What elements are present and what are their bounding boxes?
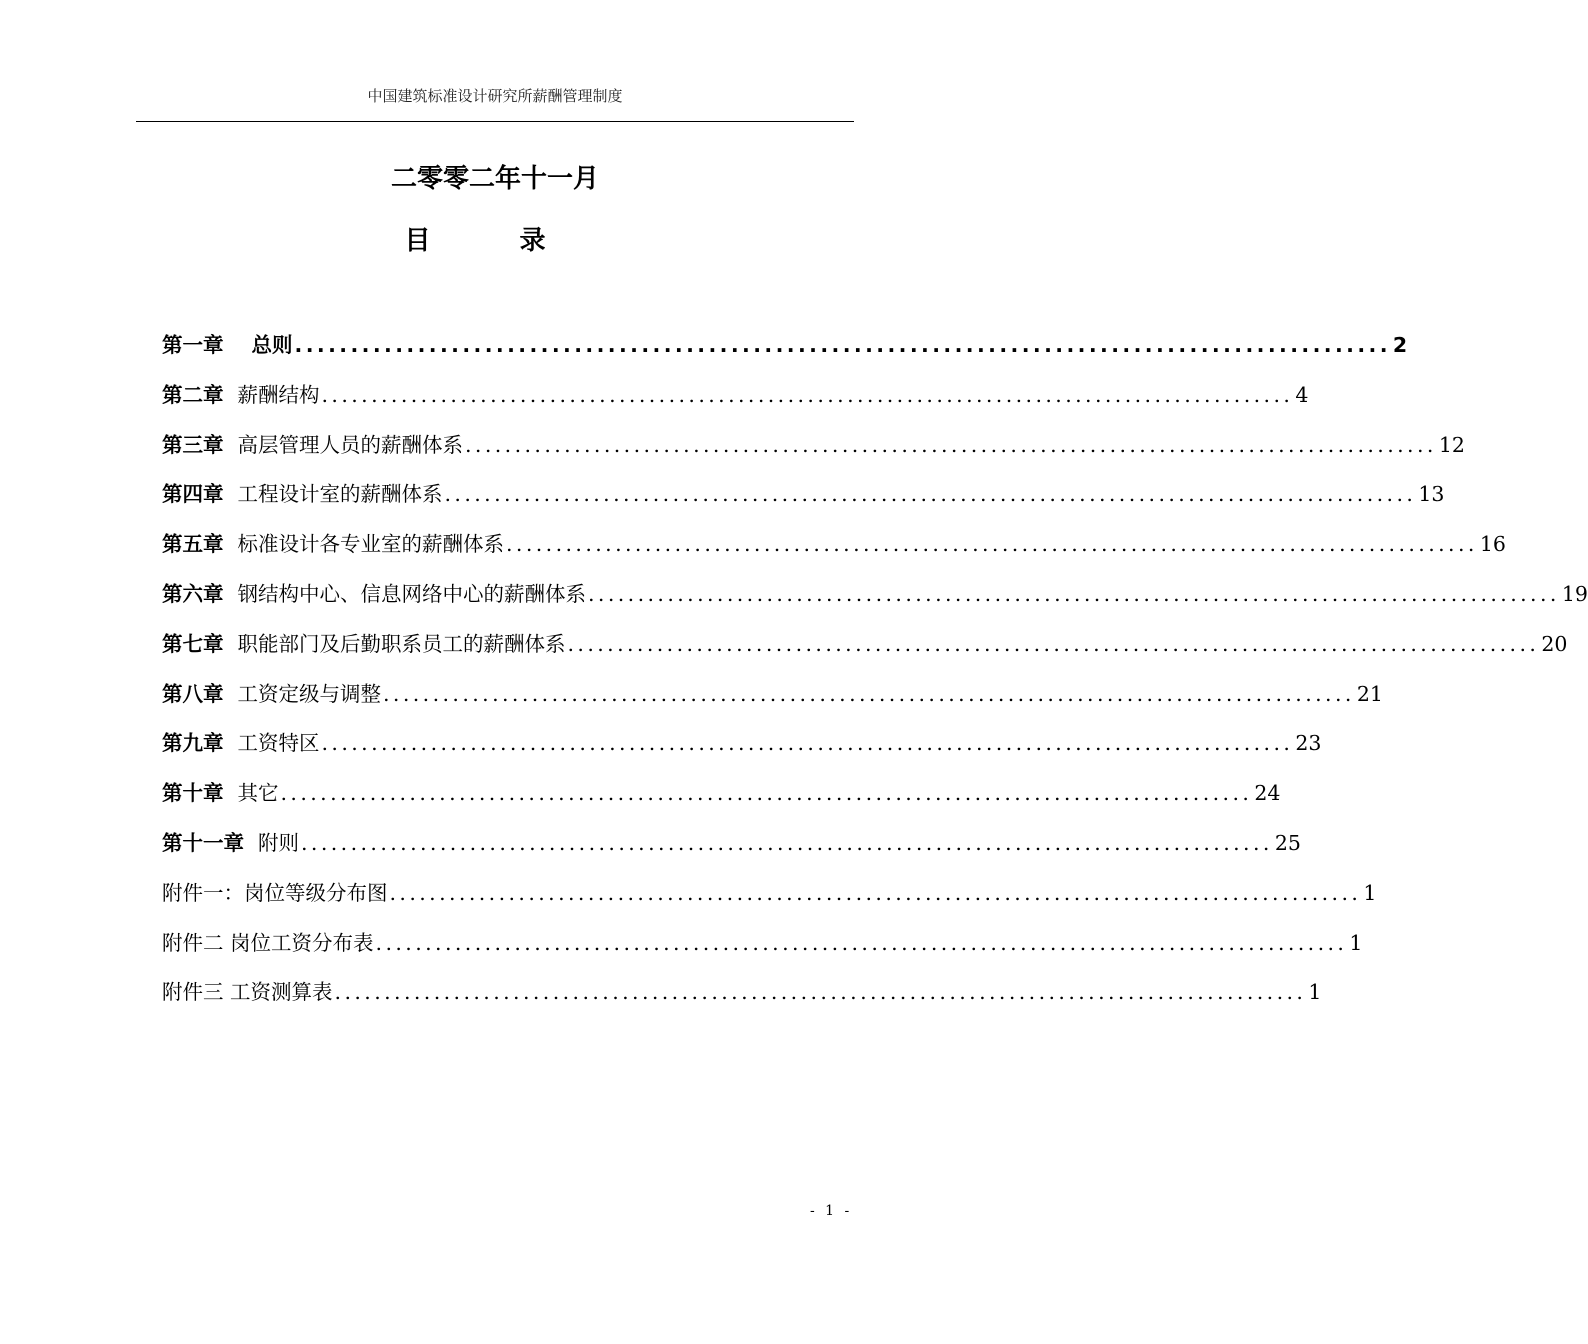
toc-page-number: 1 <box>1349 930 1363 955</box>
toc-heading: 总则 <box>251 333 293 357</box>
toc-page-number: 20 <box>1541 631 1568 656</box>
toc-entry-chapter-5[interactable] <box>162 527 1506 577</box>
header-rule <box>136 121 854 122</box>
toc-entry-chapter-8[interactable] <box>162 677 1383 727</box>
toc-page-number: 1 <box>1308 980 1322 1005</box>
toc-heading: 附则 <box>258 830 299 855</box>
toc-heading: 钢结构中心、信息网络中心的薪酬体系 <box>237 581 586 606</box>
toc-heading: 附件二 岗位工资分布表 <box>162 930 374 955</box>
toc-page-number: 19 <box>1561 581 1588 606</box>
toc-entry-chapter-9[interactable] <box>162 726 1322 776</box>
toc-heading: 薪酬结构 <box>237 382 320 407</box>
running-header: 中国建筑标准设计研究所薪酬管理制度 <box>367 87 623 105</box>
toc-entry-chapter-4[interactable] <box>162 477 1445 527</box>
toc-heading: 高层管理人员的薪酬体系 <box>237 432 463 457</box>
toc-chapter-number: 第六章 <box>162 581 224 606</box>
toc-chapter-number: 第四章 <box>162 482 224 507</box>
toc-entry-chapter-2[interactable] <box>162 378 1309 428</box>
toc-dot-leader: .................................................................................................. <box>567 631 1540 656</box>
toc-chapter-number: 第一章 <box>162 333 224 357</box>
toc-page-number: 12 <box>1438 432 1465 457</box>
toc-entry-chapter-6[interactable] <box>162 577 1588 627</box>
toc-page-number: 16 <box>1479 532 1506 557</box>
toc-chapter-number: 第九章 <box>162 731 224 756</box>
toc-dot-leader: .................................................................................................. <box>334 980 1307 1005</box>
toc-chapter-number: 第十一章 <box>162 830 244 855</box>
toc-page-number: 13 <box>1418 482 1445 507</box>
toc-entry-chapter-3[interactable] <box>162 428 1465 478</box>
toc-page-number: 1 <box>1363 880 1377 905</box>
toc-heading: 其它 <box>237 781 279 806</box>
toc-heading: 标准设计各专业室的薪酬体系 <box>237 532 504 557</box>
toc-entry-chapter-1[interactable] <box>162 328 1408 378</box>
toc-chapter-number: 第三章 <box>162 432 224 457</box>
toc-dot-leader: .................................................................................................. <box>506 532 1478 557</box>
toc-page-number: 4 <box>1295 382 1309 407</box>
toc-heading: 工资特区 <box>237 731 320 756</box>
toc-entry-chapter-10[interactable] <box>162 776 1281 826</box>
toc-chapter-number: 第八章 <box>162 681 224 706</box>
toc-entry-chapter-7[interactable] <box>162 627 1568 677</box>
toc-dot-leader: .................................................................................................. <box>375 930 1348 955</box>
toc-entry-chapter-11[interactable] <box>162 826 1301 876</box>
toc-chapter-number: 第五章 <box>162 532 224 557</box>
toc-page-number: 24 <box>1254 781 1281 806</box>
toc-entry-appendix-2[interactable] <box>162 926 1363 976</box>
toc-chapter-number: 第十章 <box>162 781 224 806</box>
toc-chapter-number: 第二章 <box>162 382 224 407</box>
toc-entry-appendix-3[interactable] <box>162 975 1322 1025</box>
toc-dot-leader: .................................................................................................. <box>280 781 1253 806</box>
toc-page-number: 21 <box>1356 681 1383 706</box>
toc-heading: 附件三 工资测算表 <box>162 980 333 1005</box>
toc-dot-leader: .................................................................................................. <box>389 880 1362 905</box>
toc-dot-leader: .................................................................................................. <box>321 382 1294 407</box>
toc-dot-leader: .................................................................................................. <box>383 681 1355 706</box>
toc-dot-leader: .................................................................................................. <box>294 333 1391 357</box>
toc-chapter-number: 第七章 <box>162 631 224 656</box>
table-of-contents <box>162 328 1588 1025</box>
page-footer-number: - 1 - <box>810 1203 853 1219</box>
toc-dot-leader: .................................................................................................. <box>588 581 1560 606</box>
toc-entry-appendix-1[interactable] <box>162 876 1377 926</box>
toc-heading: 工程设计室的薪酬体系 <box>237 482 443 507</box>
toc-dot-leader: .................................................................................................. <box>301 830 1273 855</box>
toc-page-number: 2 <box>1392 333 1408 357</box>
toc-heading: 附件一：岗位等级分布图 <box>162 880 388 905</box>
toc-title: 目 录 <box>404 226 586 256</box>
toc-page-number: 23 <box>1295 731 1322 756</box>
toc-dot-leader: .................................................................................................. <box>321 731 1294 756</box>
toc-heading: 工资定级与调整 <box>237 681 381 706</box>
toc-dot-leader: .................................................................................................. <box>465 432 1437 457</box>
date-title: 二零零二年十一月 <box>390 164 599 194</box>
toc-page-number: 25 <box>1274 830 1301 855</box>
toc-dot-leader: .................................................................................................. <box>444 482 1417 507</box>
toc-heading: 职能部门及后勤职系员工的薪酬体系 <box>237 631 566 656</box>
